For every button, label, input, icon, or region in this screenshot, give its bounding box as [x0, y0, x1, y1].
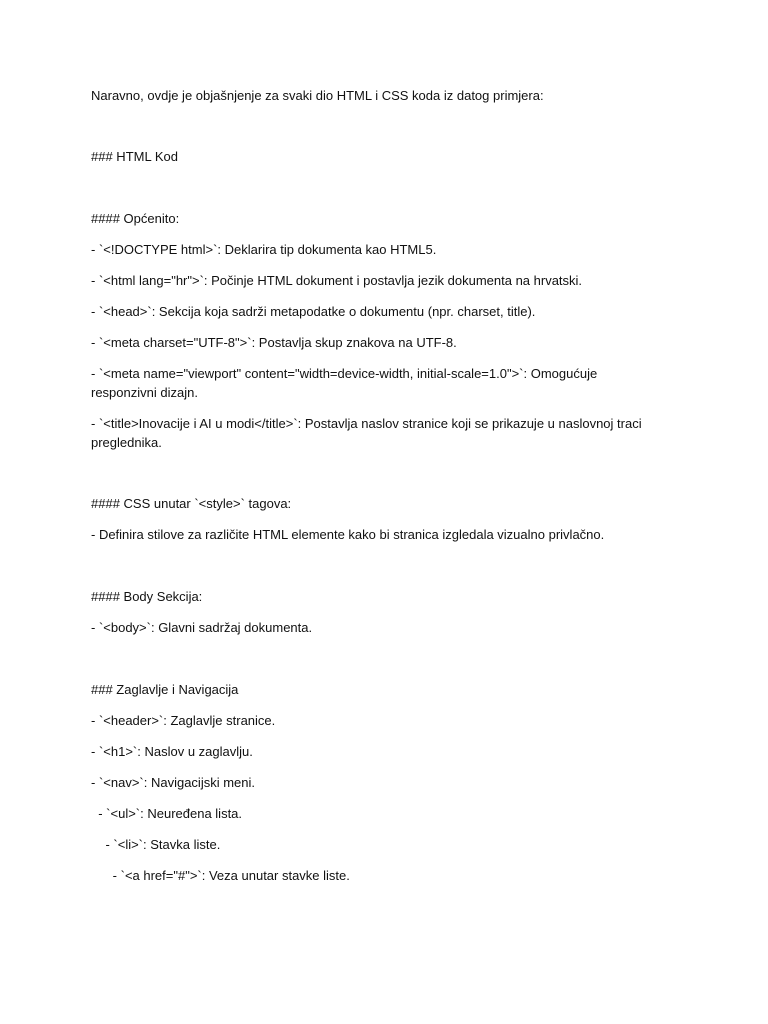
- body-heading: #### Body Sekcija:: [91, 589, 203, 604]
- nav-item-a: - `<a href="#">`: Veza unutar stavke liste.: [91, 868, 350, 883]
- nav-item-header: - `<header>`: Zaglavlje stranice.: [91, 713, 276, 728]
- body-item: - `<body>`: Glavni sadržaj dokumenta.: [91, 620, 313, 635]
- general-item-title: - `<title>Inovacije i AI u modi</title>`: Postavlja naslov stranice koji se prikazuje u naslovnoj traci preglednika.: [91, 416, 646, 450]
- general-item-doctype: - `<!DOCTYPE html>`: Deklarira tip dokumenta kao HTML5.: [91, 242, 437, 257]
- general-item-head: - `<head>`: Sekcija koja sadrži metapodatke o dokumentu (npr. charset, title).: [91, 304, 536, 319]
- html-heading: ### HTML Kod: [91, 149, 178, 164]
- nav-item-nav: - `<nav>`: Navigacijski meni.: [91, 775, 255, 790]
- intro-text: Naravno, ovdje je objašnjenje za svaki dio HTML i CSS koda iz datog primjera:: [91, 88, 544, 103]
- general-item-meta-viewport: - `<meta name="viewport" content="width=device-width, initial-scale=1.0">`: Omogućuje responzivni dizajn.: [91, 366, 601, 400]
- nav-heading: ### Zaglavlje i Navigacija: [91, 682, 239, 697]
- general-item-meta-charset: - `<meta charset="UTF-8">`: Postavlja skup znakova na UTF-8.: [91, 335, 457, 350]
- nav-item-h1: - `<h1>`: Naslov u zaglavlju.: [91, 744, 253, 759]
- general-item-html: - `<html lang="hr">`: Počinje HTML dokument i postavlja jezik dokumenta na hrvatski.: [91, 273, 583, 288]
- nav-item-li: - `<li>`: Stavka liste.: [91, 837, 221, 852]
- general-heading: #### Općenito:: [91, 211, 180, 226]
- nav-item-ul: - `<ul>`: Neuređena lista.: [91, 806, 243, 821]
- css-heading: #### CSS unutar `<style>` tagova:: [91, 496, 292, 511]
- css-item: - Definira stilove za različite HTML elemente kako bi stranica izgledala vizualno privlačno.: [91, 527, 605, 542]
